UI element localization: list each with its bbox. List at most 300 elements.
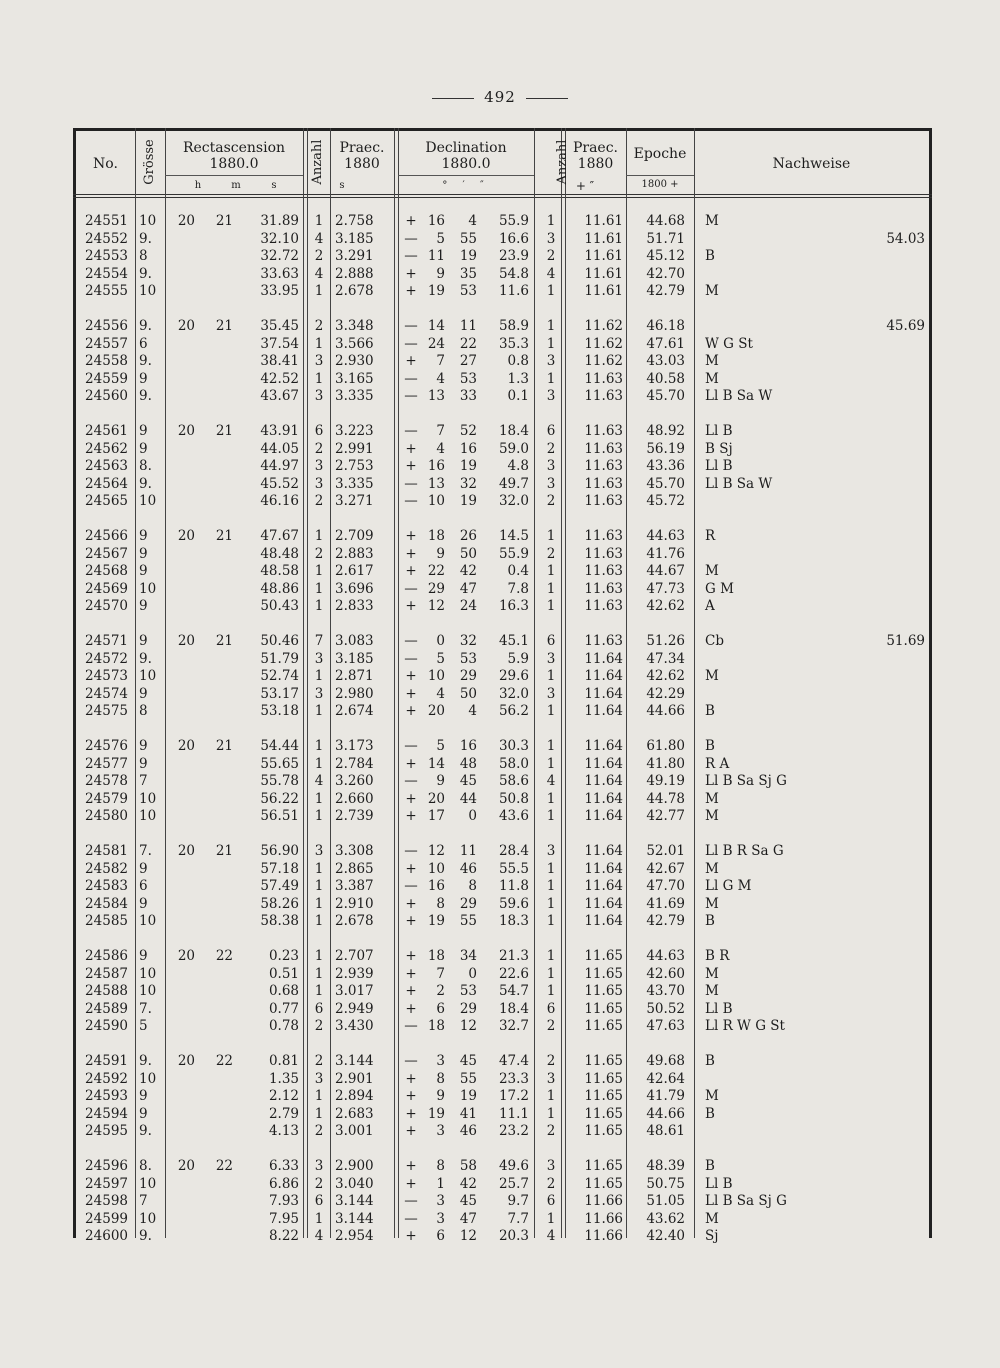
cell-dm: 50 bbox=[459, 685, 477, 702]
cell-ex: 54.03 bbox=[886, 230, 925, 247]
table-row bbox=[73, 1105, 932, 1123]
cell-gr: 9 bbox=[139, 440, 148, 457]
cell-anz2: 1 bbox=[546, 1210, 556, 1227]
header-ra-title: Rectascension bbox=[182, 140, 286, 156]
cell-ds: 21.3 bbox=[498, 948, 529, 964]
cell-ds: 18.4 bbox=[498, 1000, 529, 1017]
cell-no: 24557 bbox=[85, 335, 128, 352]
cell-anz2: 1 bbox=[546, 948, 556, 964]
cell-no: 24551 bbox=[85, 213, 128, 229]
cell-nw: Ll B bbox=[705, 1175, 733, 1192]
cell-dd: 4 bbox=[436, 685, 445, 702]
cell-sg: + bbox=[405, 1105, 417, 1122]
cell-ds: 30.3 bbox=[498, 738, 529, 754]
cell-dd: 12 bbox=[427, 843, 445, 859]
cell-nw: M bbox=[705, 283, 719, 300]
table-row bbox=[73, 1210, 932, 1228]
cell-s: 7.95 bbox=[268, 1210, 299, 1227]
cell-sg: — bbox=[404, 633, 418, 649]
cell-h: 20 bbox=[177, 633, 195, 649]
cell-ep: 40.58 bbox=[646, 370, 685, 387]
table-row bbox=[73, 737, 932, 755]
header-praec1-title: Praec. bbox=[339, 140, 385, 156]
table-row bbox=[73, 790, 932, 808]
cell-sg: — bbox=[404, 650, 418, 667]
page-number bbox=[0, 88, 1000, 106]
cell-anz: 1 bbox=[314, 948, 324, 964]
cell-pr2: 11.64 bbox=[584, 685, 623, 702]
cell-s: 45.52 bbox=[260, 475, 299, 492]
cell-ds: 59.6 bbox=[498, 895, 529, 912]
cell-anz: 1 bbox=[314, 895, 324, 912]
cell-pr: 3.566 bbox=[335, 335, 374, 352]
star-catalogue-table bbox=[73, 128, 932, 1245]
cell-no: 24578 bbox=[85, 773, 128, 790]
cell-dd: 12 bbox=[427, 598, 445, 615]
cell-s: 33.63 bbox=[260, 265, 299, 282]
table-row bbox=[73, 562, 932, 580]
cell-pr2: 11.65 bbox=[584, 1000, 623, 1017]
cell-ds: 32.0 bbox=[498, 493, 529, 510]
cell-pr: 2.980 bbox=[335, 685, 374, 702]
cell-pr: 2.865 bbox=[335, 860, 374, 877]
epoche-subrule bbox=[626, 175, 694, 176]
cell-nw: M bbox=[705, 860, 719, 877]
cell-pr: 3.144 bbox=[335, 1210, 374, 1227]
cell-dd: 4 bbox=[436, 370, 445, 387]
cell-pr2: 11.65 bbox=[584, 1070, 623, 1087]
cell-anz: 4 bbox=[314, 1228, 324, 1245]
cell-anz2: 6 bbox=[546, 423, 556, 439]
cell-dm: 45 bbox=[459, 1053, 477, 1069]
cell-pr2: 11.65 bbox=[584, 983, 623, 1000]
cell-dm: 32 bbox=[459, 475, 477, 492]
cell-dm: 47 bbox=[459, 1210, 477, 1227]
cell-pr2: 11.66 bbox=[584, 1210, 623, 1227]
cell-sg: — bbox=[404, 388, 418, 405]
cell-pr: 2.894 bbox=[335, 1088, 374, 1105]
cell-no: 24592 bbox=[85, 1070, 128, 1087]
cell-no: 24563 bbox=[85, 458, 128, 475]
cell-sg: + bbox=[405, 1123, 417, 1140]
cell-anz: 2 bbox=[314, 545, 324, 562]
cell-sg: — bbox=[404, 318, 418, 334]
cell-no: 24576 bbox=[85, 738, 128, 754]
cell-anz: 3 bbox=[314, 458, 324, 475]
cell-dd: 19 bbox=[427, 1105, 445, 1122]
cell-pr2: 11.63 bbox=[584, 370, 623, 387]
cell-anz2: 1 bbox=[546, 808, 556, 825]
cell-no: 24577 bbox=[85, 755, 128, 772]
cell-pr: 2.883 bbox=[335, 545, 374, 562]
cell-gr: 10 bbox=[139, 283, 157, 300]
cell-s: 53.18 bbox=[260, 703, 299, 720]
cell-pr: 2.901 bbox=[335, 1070, 374, 1087]
cell-gr: 9 bbox=[139, 948, 148, 964]
cell-nw: G M bbox=[705, 580, 734, 597]
cell-ds: 47.4 bbox=[498, 1053, 529, 1069]
cell-pr2: 11.63 bbox=[584, 475, 623, 492]
cell-anz2: 6 bbox=[546, 1193, 556, 1210]
cell-ep: 44.67 bbox=[646, 563, 685, 580]
cell-sg: + bbox=[405, 860, 417, 877]
cell-dd: 5 bbox=[436, 650, 445, 667]
cell-dd: 8 bbox=[436, 1158, 445, 1174]
cell-dd: 10 bbox=[427, 668, 445, 685]
cell-gr: 7. bbox=[139, 1000, 152, 1017]
header-no: No. bbox=[93, 156, 118, 172]
cell-no: 24582 bbox=[85, 860, 128, 877]
cell-ep: 44.63 bbox=[646, 948, 685, 964]
cell-dm: 53 bbox=[459, 650, 477, 667]
cell-nw: Ll B Sa W bbox=[705, 475, 773, 492]
cell-pr2: 11.63 bbox=[584, 458, 623, 475]
cell-anz: 2 bbox=[314, 1053, 324, 1069]
cell-dm: 42 bbox=[459, 1175, 477, 1192]
cell-ep: 47.61 bbox=[646, 335, 685, 352]
cell-anz2: 1 bbox=[546, 1088, 556, 1105]
cell-dm: 16 bbox=[459, 738, 477, 754]
cell-ds: 45.1 bbox=[498, 633, 529, 649]
decl-subrule bbox=[398, 175, 534, 176]
cell-no: 24593 bbox=[85, 1088, 128, 1105]
cell-s: 35.45 bbox=[260, 318, 299, 334]
cell-ep: 42.70 bbox=[646, 265, 685, 282]
table-row bbox=[73, 457, 932, 475]
cell-no: 24573 bbox=[85, 668, 128, 685]
cell-sg: + bbox=[405, 440, 417, 457]
cell-dm: 50 bbox=[459, 545, 477, 562]
cell-m: 21 bbox=[215, 633, 233, 649]
cell-anz: 3 bbox=[314, 650, 324, 667]
cell-ep: 51.26 bbox=[646, 633, 685, 649]
cell-nw: R bbox=[705, 528, 716, 544]
cell-pr2: 11.61 bbox=[584, 213, 623, 229]
cell-m: 21 bbox=[215, 213, 233, 229]
table-row bbox=[73, 1000, 932, 1018]
cell-pr: 2.683 bbox=[335, 1105, 374, 1122]
cell-dd: 19 bbox=[427, 913, 445, 930]
table-row bbox=[73, 982, 932, 1000]
cell-anz2: 2 bbox=[546, 1123, 556, 1140]
table-row bbox=[73, 895, 932, 913]
cell-anz2: 1 bbox=[546, 528, 556, 544]
cell-gr: 9 bbox=[139, 423, 148, 439]
cell-sg: + bbox=[405, 265, 417, 282]
cell-pr2: 11.64 bbox=[584, 808, 623, 825]
cell-dm: 27 bbox=[459, 353, 477, 370]
cell-pr: 3.017 bbox=[335, 983, 374, 1000]
cell-gr: 9. bbox=[139, 475, 152, 492]
cell-h: 20 bbox=[177, 843, 195, 859]
cell-anz2: 3 bbox=[546, 843, 556, 859]
cell-s: 0.77 bbox=[268, 1000, 299, 1017]
table-row bbox=[73, 475, 932, 493]
cell-anz2: 1 bbox=[546, 965, 556, 982]
cell-s: 6.33 bbox=[268, 1158, 299, 1174]
cell-pr2: 11.64 bbox=[584, 650, 623, 667]
cell-ds: 18.4 bbox=[498, 423, 529, 439]
cell-no: 24560 bbox=[85, 388, 128, 405]
cell-anz2: 1 bbox=[546, 738, 556, 754]
cell-pr: 2.758 bbox=[335, 213, 374, 229]
cell-ds: 7.7 bbox=[507, 1210, 529, 1227]
cell-sg: + bbox=[405, 458, 417, 475]
cell-dm: 32 bbox=[459, 633, 477, 649]
cell-anz: 1 bbox=[314, 335, 324, 352]
cell-pr: 3.335 bbox=[335, 388, 374, 405]
table-row bbox=[73, 212, 932, 230]
cell-ep: 43.36 bbox=[646, 458, 685, 475]
cell-dd: 4 bbox=[436, 440, 445, 457]
cell-anz: 1 bbox=[314, 370, 324, 387]
cell-pr: 3.696 bbox=[335, 580, 374, 597]
cell-s: 8.22 bbox=[268, 1228, 299, 1245]
cell-gr: 10 bbox=[139, 213, 157, 229]
cell-sg: — bbox=[404, 1193, 418, 1210]
cell-anz: 2 bbox=[314, 1175, 324, 1192]
table-row bbox=[73, 947, 932, 965]
cell-s: 56.22 bbox=[260, 790, 299, 807]
cell-sg: + bbox=[405, 790, 417, 807]
header-bottom-rule-2 bbox=[73, 197, 932, 198]
cell-dm: 22 bbox=[459, 335, 477, 352]
cell-dd: 3 bbox=[436, 1053, 445, 1069]
cell-pr: 3.001 bbox=[335, 1123, 374, 1140]
table-row bbox=[73, 1227, 932, 1245]
cell-gr: 9 bbox=[139, 528, 148, 544]
cell-no: 24558 bbox=[85, 353, 128, 370]
cell-dm: 29 bbox=[459, 895, 477, 912]
cell-m: 22 bbox=[215, 1053, 233, 1069]
cell-ds: 49.6 bbox=[498, 1158, 529, 1174]
cell-gr: 7. bbox=[139, 843, 152, 859]
cell-dm: 48 bbox=[459, 755, 477, 772]
cell-pr: 2.707 bbox=[335, 948, 374, 964]
cell-nw: Ll G M bbox=[705, 878, 752, 895]
cell-pr2: 11.65 bbox=[584, 1105, 623, 1122]
table-row bbox=[73, 1122, 932, 1140]
header-decl-title: Declination bbox=[425, 140, 507, 156]
cell-no: 24559 bbox=[85, 370, 128, 387]
cell-anz: 3 bbox=[314, 1158, 324, 1174]
cell-pr2: 11.63 bbox=[584, 545, 623, 562]
header-ra-m: m bbox=[231, 180, 241, 191]
cell-sg: + bbox=[405, 1228, 417, 1245]
cell-ep: 42.79 bbox=[646, 913, 685, 930]
cell-gr: 9 bbox=[139, 370, 148, 387]
cell-dm: 4 bbox=[468, 703, 477, 720]
header-ra-s: s bbox=[271, 180, 277, 191]
cell-s: 44.97 bbox=[260, 458, 299, 475]
cell-anz2: 3 bbox=[546, 650, 556, 667]
cell-gr: 8 bbox=[139, 248, 148, 265]
cell-no: 24597 bbox=[85, 1175, 128, 1192]
cell-no: 24567 bbox=[85, 545, 128, 562]
cell-gr: 9 bbox=[139, 1105, 148, 1122]
cell-no: 24565 bbox=[85, 493, 128, 510]
cell-dd: 6 bbox=[436, 1000, 445, 1017]
cell-no: 24571 bbox=[85, 633, 128, 649]
cell-dd: 18 bbox=[427, 948, 445, 964]
cell-dd: 19 bbox=[427, 283, 445, 300]
cell-ds: 55.5 bbox=[498, 860, 529, 877]
table-row bbox=[73, 440, 932, 458]
cell-pr2: 11.63 bbox=[584, 528, 623, 544]
table-row bbox=[73, 422, 932, 440]
cell-ds: 56.2 bbox=[498, 703, 529, 720]
cell-ep: 42.40 bbox=[646, 1228, 685, 1245]
table-row bbox=[73, 650, 932, 668]
cell-dm: 47 bbox=[459, 580, 477, 597]
table-row bbox=[73, 1070, 932, 1088]
cell-ep: 42.67 bbox=[646, 860, 685, 877]
cell-nw: B Sj bbox=[705, 440, 733, 457]
cell-anz: 3 bbox=[314, 353, 324, 370]
cell-ep: 43.03 bbox=[646, 353, 685, 370]
cell-anz2: 1 bbox=[546, 703, 556, 720]
cell-dm: 45 bbox=[459, 773, 477, 790]
cell-pr2: 11.63 bbox=[584, 440, 623, 457]
cell-dd: 13 bbox=[427, 388, 445, 405]
cell-sg: + bbox=[405, 1158, 417, 1174]
cell-pr2: 11.64 bbox=[584, 878, 623, 895]
cell-anz: 1 bbox=[314, 913, 324, 930]
cell-pr: 2.991 bbox=[335, 440, 374, 457]
cell-anz: 2 bbox=[314, 318, 324, 334]
cell-ds: 29.6 bbox=[498, 668, 529, 685]
cell-sg: + bbox=[405, 213, 417, 229]
cell-h: 20 bbox=[177, 948, 195, 964]
cell-gr: 10 bbox=[139, 790, 157, 807]
cell-pr: 3.185 bbox=[335, 650, 374, 667]
cell-no: 24599 bbox=[85, 1210, 128, 1227]
cell-ep: 46.18 bbox=[646, 318, 685, 334]
cell-dd: 7 bbox=[436, 423, 445, 439]
cell-pr2: 11.66 bbox=[584, 1193, 623, 1210]
cell-gr: 9 bbox=[139, 563, 148, 580]
cell-s: 33.95 bbox=[260, 283, 299, 300]
cell-gr: 6 bbox=[139, 335, 148, 352]
cell-s: 2.12 bbox=[268, 1088, 299, 1105]
cell-ds: 0.1 bbox=[507, 388, 529, 405]
page-number-dash-left bbox=[432, 98, 474, 99]
cell-anz2: 2 bbox=[546, 248, 556, 265]
cell-sg: + bbox=[405, 353, 417, 370]
cell-ep: 48.39 bbox=[646, 1158, 685, 1174]
cell-dm: 11 bbox=[459, 843, 477, 859]
cell-pr2: 11.61 bbox=[584, 230, 623, 247]
cell-nw: B bbox=[705, 1105, 715, 1122]
cell-sg: + bbox=[405, 913, 417, 930]
cell-gr: 9 bbox=[139, 685, 148, 702]
cell-dd: 16 bbox=[427, 458, 445, 475]
cell-anz: 1 bbox=[314, 598, 324, 615]
cell-s: 55.65 bbox=[260, 755, 299, 772]
cell-sg: + bbox=[405, 1070, 417, 1087]
cell-nw: W G St bbox=[705, 335, 753, 352]
cell-nw: M bbox=[705, 353, 719, 370]
cell-s: 51.79 bbox=[260, 650, 299, 667]
table-top-rule bbox=[73, 128, 932, 131]
cell-pr2: 11.63 bbox=[584, 493, 623, 510]
cell-anz: 1 bbox=[314, 1105, 324, 1122]
cell-s: 32.10 bbox=[260, 230, 299, 247]
cell-pr: 3.430 bbox=[335, 1018, 374, 1035]
cell-anz2: 1 bbox=[546, 580, 556, 597]
cell-dm: 33 bbox=[459, 388, 477, 405]
cell-gr: 9 bbox=[139, 860, 148, 877]
cell-no: 24596 bbox=[85, 1158, 128, 1174]
cell-dd: 3 bbox=[436, 1193, 445, 1210]
cell-anz2: 1 bbox=[546, 563, 556, 580]
cell-s: 58.26 bbox=[260, 895, 299, 912]
table-row bbox=[73, 352, 932, 370]
cell-sg: — bbox=[404, 580, 418, 597]
cell-gr: 9 bbox=[139, 598, 148, 615]
cell-ep: 44.68 bbox=[646, 213, 685, 229]
header-ra-h: h bbox=[194, 180, 202, 191]
header-bottom-rule bbox=[73, 194, 932, 195]
cell-s: 44.05 bbox=[260, 440, 299, 457]
cell-sg: — bbox=[404, 423, 418, 439]
cell-no: 24579 bbox=[85, 790, 128, 807]
table-row bbox=[73, 755, 932, 773]
cell-nw: R A bbox=[705, 755, 730, 772]
cell-ep: 42.60 bbox=[646, 965, 685, 982]
cell-nw: B bbox=[705, 738, 715, 754]
cell-h: 20 bbox=[177, 213, 195, 229]
cell-pr: 2.660 bbox=[335, 790, 374, 807]
table-row bbox=[73, 877, 932, 895]
cell-nw: A bbox=[705, 598, 715, 615]
cell-dd: 9 bbox=[436, 265, 445, 282]
table-row bbox=[73, 685, 932, 703]
cell-ep: 42.79 bbox=[646, 283, 685, 300]
cell-ep: 50.75 bbox=[646, 1175, 685, 1192]
cell-ds: 18.3 bbox=[498, 913, 529, 930]
cell-s: 50.46 bbox=[260, 633, 299, 649]
cell-anz2: 1 bbox=[546, 370, 556, 387]
cell-sg: — bbox=[404, 475, 418, 492]
cell-gr: 9. bbox=[139, 353, 152, 370]
cell-no: 24574 bbox=[85, 685, 128, 702]
header-groesse: Grösse bbox=[142, 139, 157, 185]
table-row bbox=[73, 667, 932, 685]
cell-no: 24569 bbox=[85, 580, 128, 597]
cell-no: 24555 bbox=[85, 283, 128, 300]
cell-s: 37.54 bbox=[260, 335, 299, 352]
cell-no: 24600 bbox=[85, 1228, 128, 1245]
cell-ep: 42.29 bbox=[646, 685, 685, 702]
cell-anz: 1 bbox=[314, 878, 324, 895]
cell-sg: + bbox=[405, 1000, 417, 1017]
cell-pr2: 11.64 bbox=[584, 668, 623, 685]
cell-gr: 9. bbox=[139, 318, 152, 334]
cell-pr2: 11.63 bbox=[584, 580, 623, 597]
cell-gr: 10 bbox=[139, 808, 157, 825]
cell-gr: 9 bbox=[139, 545, 148, 562]
cell-no: 24595 bbox=[85, 1123, 128, 1140]
cell-dm: 55 bbox=[459, 230, 477, 247]
cell-gr: 9 bbox=[139, 633, 148, 649]
cell-ep: 41.69 bbox=[646, 895, 685, 912]
cell-s: 7.93 bbox=[268, 1193, 299, 1210]
table-row bbox=[73, 282, 932, 300]
cell-anz2: 2 bbox=[546, 493, 556, 510]
cell-anz: 3 bbox=[314, 685, 324, 702]
cell-dm: 53 bbox=[459, 370, 477, 387]
